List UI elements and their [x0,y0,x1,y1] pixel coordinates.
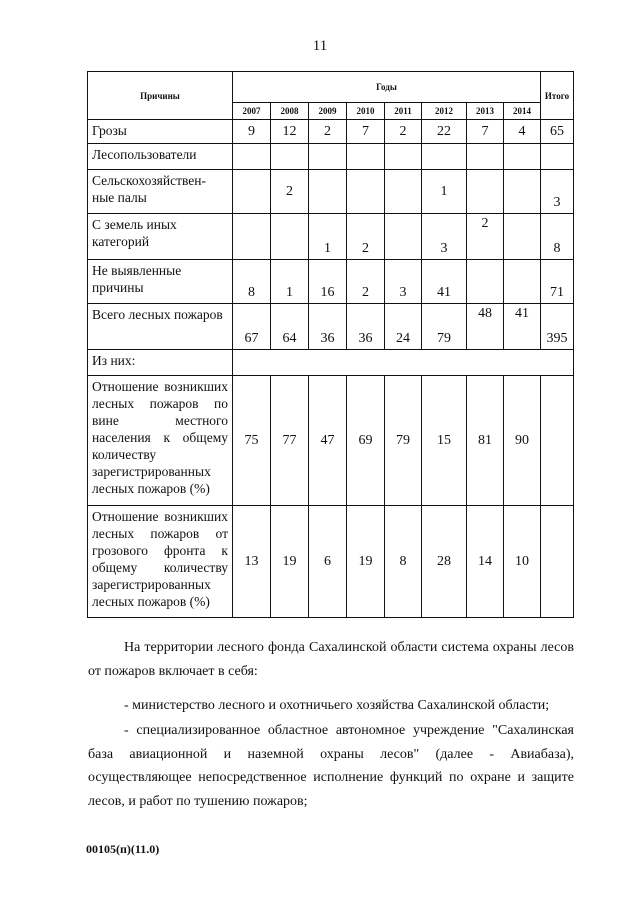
table-cell: 64 [271,304,309,350]
table-row-storm-share [88,506,574,618]
row-label: Не выявленные причины [88,260,233,304]
row-label: Из них: [88,350,233,376]
year-header: 2013 [467,103,504,120]
year-header: 2012 [422,103,467,120]
paragraph-ministry: - министерство лесного и охотничьего хозяйства Сахалинской области; [124,698,550,713]
page-number: 11 [312,38,328,54]
paragraph-intro: На территории лесного фонда Сахалинской области система охраны лесов от пожаров включает в себя: [88,640,574,679]
table-cell: 90 [504,376,541,506]
total-cell: 3 [541,170,574,214]
year-header: 2009 [309,103,347,120]
table-cell: 15 [422,376,467,506]
row-label: Отношение возникших лесных пожаров от грозового фронта к общему количеству зарегистрированных лесных пожаров (%) [88,506,233,618]
table-cell: 28 [422,506,467,618]
year-header: 2007 [233,103,271,120]
table-row-agri-burns [88,170,574,214]
table-cell: 14 [467,506,504,618]
table-cell: 2 [271,170,309,214]
table-cell: 3 [385,260,422,304]
table-row-unknown-causes [88,260,574,304]
table-cell: 75 [233,376,271,506]
row-label: С земель иных категорий [88,214,233,260]
table-cell: 8 [385,506,422,618]
paragraph-aviabaza: - специализированное областное автономное учреждение "Сахалинская база авиационной и наземной охраны лесов" (далее - Авиабаза), осуществляющее непосредственное исполнение функций по охране и защите лесов, и работ по тушению пожаров; [88,723,574,809]
table-cell: 16 [309,260,347,304]
table-cell [233,170,271,214]
table-cell: 7 [467,120,504,144]
row-label: Грозы [88,120,233,144]
fires-table [87,71,574,618]
table-row-local-share [88,376,574,506]
table-cell [504,214,541,260]
table-cell: 77 [271,376,309,506]
table-cell: 48 [467,304,504,350]
table-cell: 67 [233,304,271,350]
table-cell [385,214,422,260]
table-cell: 12 [271,120,309,144]
total-cell [541,376,574,506]
table-cell: 2 [347,260,385,304]
table-cell [467,260,504,304]
year-header: 2010 [347,103,385,120]
table-cell [309,170,347,214]
table-cell: 1 [271,260,309,304]
table-cell: 79 [385,376,422,506]
table-cell: 41 [422,260,467,304]
table-cell: 2 [385,120,422,144]
row-label: Сельскохозяйствен-ные палы [88,170,233,214]
header-years: Годы [233,72,541,103]
table-cell: 22 [422,120,467,144]
header-reasons: Причины [88,72,233,120]
table-cell: 9 [233,120,271,144]
table-cell: 6 [309,506,347,618]
table-row-other-lands [88,214,574,260]
table-cell: 47 [309,376,347,506]
table-cell: 3 [422,214,467,260]
table-cell: 1 [422,170,467,214]
table-cell: 4 [504,120,541,144]
total-cell: 8 [541,214,574,260]
table-cell [504,260,541,304]
total-cell: 71 [541,260,574,304]
table-cell [385,170,422,214]
table-cell: 69 [347,376,385,506]
table-cell: 13 [233,506,271,618]
table-cell [271,214,309,260]
table-cell: 19 [271,506,309,618]
table-row-forest-users [88,144,574,170]
table-cell: 79 [422,304,467,350]
table-row-of-which [88,350,574,376]
year-header: 2014 [504,103,541,120]
row-label: Лесопользователи [88,144,233,170]
table-cell: 41 [504,304,541,350]
table-cell: 24 [385,304,422,350]
table-cell: 8 [233,260,271,304]
table-row-storms [88,120,574,144]
year-header: 2011 [385,103,422,120]
table-cell: 19 [347,506,385,618]
total-cell [541,506,574,618]
total-cell: 395 [541,304,574,350]
table-cell: 10 [504,506,541,618]
table-cell: 1 [309,214,347,260]
year-header: 2008 [271,103,309,120]
header-total: Итого [541,72,574,120]
table-cell: 2 [347,214,385,260]
table-cell: 36 [347,304,385,350]
table-cell: 7 [347,120,385,144]
table-cell [504,170,541,214]
table-cell: 2 [467,214,504,260]
row-label: Всего лесных пожаров [88,304,233,350]
table-cell [467,170,504,214]
table-cell: 2 [309,120,347,144]
table-cell [233,214,271,260]
table-cell [347,170,385,214]
table-cell: 36 [309,304,347,350]
table-cell: 81 [467,376,504,506]
row-label: Отношение возникших лесных пожаров по вине местного населения к общему количеству зарегистрированных лесных пожаров (%) [88,376,233,506]
document-code: 00105(п)(11.0) [86,842,160,856]
total-cell: 65 [541,120,574,144]
table-row-total-fires [88,304,574,350]
